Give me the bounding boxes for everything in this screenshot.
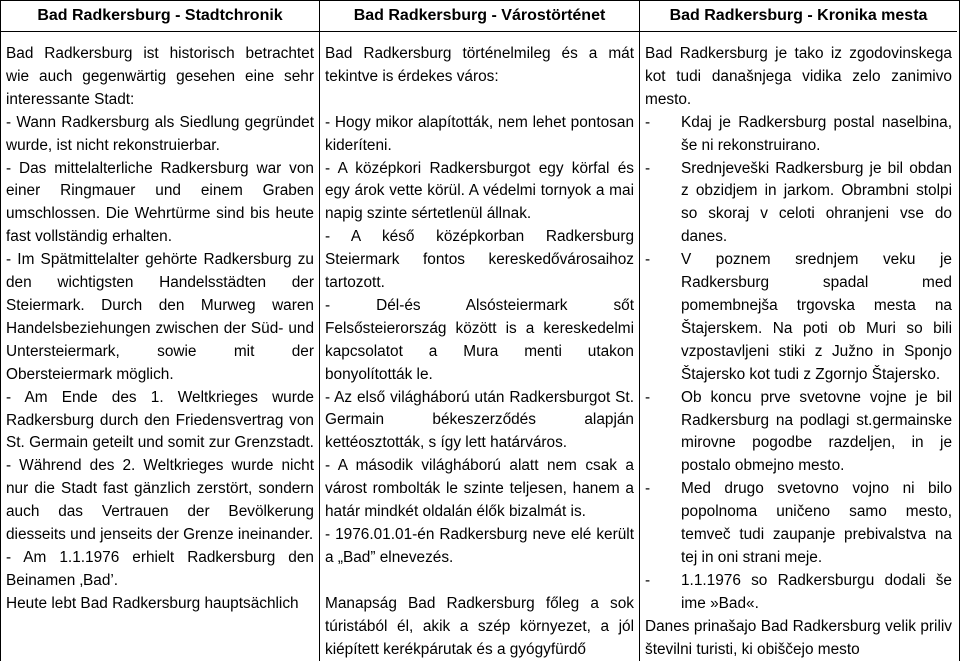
list-item [645, 478, 952, 570]
paragraph: Manapság Bad Radkersburg főleg a sok túristából él, akik a szép környezet, a jól kiépített kerékpárutak és a gyógyfürdő [325, 594, 634, 658]
paragraph: Bad Radkersburg történelmileg és a mát tekintve is érdekes város: [325, 45, 634, 85]
list-item-text: Med drugo svetovno vojno ni bilo popolnoma uničeno samo mesto, temveč tudi zaupanje prebivalstva na tej in oni strani meje. [681, 480, 952, 566]
list-item [645, 158, 952, 250]
paragraph: - Hogy mikor alapították, nem lehet pontosan kideríteni. [325, 113, 634, 154]
list-dash: - [645, 571, 651, 589]
list-item [645, 387, 952, 479]
paragraph: - Im Spätmittelalter gehörte Radkersburg zu den wichtigsten Handelsstädten der Steiermark. Durch den Murweg waren Handelsbeziehungen zwischen der Süd- und Untersteiermark, sowie mit der Obersteiermark möglich. [6, 251, 314, 383]
paragraph: - Am Ende des 1. Weltkrieges wurde Radkersburg durch den Friedensvertrag von St. Germain geteilt und somit zur Grenzstadt. [6, 388, 314, 452]
list-item [645, 249, 952, 386]
list-item-text: V poznem srednjem veku je Radkersburg spadal med pomembnejša trgovska mesta na Štajerskem. Na poti ob Muri so bili vzpostavljeni stiki z Južno in Sponjo Štajersko kot tudi z Zgornjo Štajersko. [681, 251, 952, 383]
list-dash: - [645, 251, 651, 269]
list-item-text: Ob koncu prve svetovne vojne je bil Radkersburg na podlagi st.germainske mirovne pogodbe razdeljen, in je postalo obmejno mesto. [681, 388, 952, 475]
header-slovenian: Bad Radkersburg - Kronika mesta [639, 1, 957, 32]
list-dash: - [645, 159, 651, 177]
paragraph: Bad Radkersburg ist historisch betrachtet wie auch gegenwärtig gesehen eine sehr interessante Stadt: [6, 45, 314, 108]
paragraph: - Az első világháború után Radkersburgot St. Germain békeszerződés alapján kettéosztották, s így lett határváros. [325, 388, 634, 452]
list-item-text: Srednjeveški Radkersburg je bil obdan z obzidjem in jarkom. Obrambni stolpi so skoraj v celoti ohranjeni vse do danes. [681, 159, 952, 246]
column-slovenian [639, 32, 957, 661]
list-item [645, 570, 952, 616]
paragraph: Danes prinašajo Bad Radkersburg velik priliv številni turisti, ki obiščejo mesto [645, 617, 952, 658]
paragraph: - Dél-és Alsósteiermark sőt Felsősteierország között is a kereskedelmi kapcsolatot a Mura menti utakon bonyolították le. [325, 296, 634, 383]
paragraph: - A középkori Radkersburgot egy körfal és egy árok vette körül. A védelmi tornyok a mai napig szinte sértetlenül állnak. [325, 159, 634, 223]
list-item-text: Kdaj je Radkersburg postal naselbina, še ni rekonstruirano. [681, 113, 952, 154]
paragraph: Bad Radkersburg je tako iz zgodovinskega kot tudi današnjega vidika zelo zanimivo mesto. [645, 45, 952, 108]
list-item [645, 112, 952, 158]
paragraph: - A késő középkorban Radkersburg Steiermark fontos kereskedővárosaihoz tartozott. [325, 228, 634, 292]
paragraph: - A második világháború alatt nem csak a várost rombolták le szinte teljesen, hanem a határ mindkét oldalán élők bizalmát is. [325, 457, 634, 521]
paragraph: - Das mittelalterliche Radkersburg war von einer Ringmauer und einem Graben umschlossen. Die Wehrtürme sind bis heute fast vollständig erhalten. [6, 159, 314, 246]
column-german [1, 32, 319, 661]
list-dash: - [645, 480, 651, 498]
paragraph: - 1976.01.01-én Radkersburg neve elé került a „Bad” elnevezés. [325, 526, 634, 566]
paragraph: Heute lebt Bad Radkersburg hauptsächlich [6, 594, 299, 612]
header-german: Bad Radkersburg - Stadtchronik [1, 1, 319, 32]
paragraph: - Während des 2. Weltkrieges wurde nicht nur die Stadt fast gänzlich zerstört, sondern auch das Vertrauen der Bevölkerung diesseits und jenseits der Grenze ineinander. [6, 457, 314, 544]
column-hungarian [319, 32, 639, 661]
list-dash: - [645, 113, 651, 131]
list-dash: - [645, 388, 651, 406]
paragraph: - Wann Radkersburg als Siedlung gegründet wurde, ist nicht rekonstruierbar. [6, 113, 314, 154]
paragraph: - Am 1.1.1976 erhielt Radkersburg den Beinamen ‚Bad’. [6, 548, 314, 589]
list-item-text: 1.1.1976 so Radkersburgu dodali še ime »Bad«. [681, 571, 952, 612]
header-hungarian: Bad Radkersburg - Várostörténet [319, 1, 639, 32]
